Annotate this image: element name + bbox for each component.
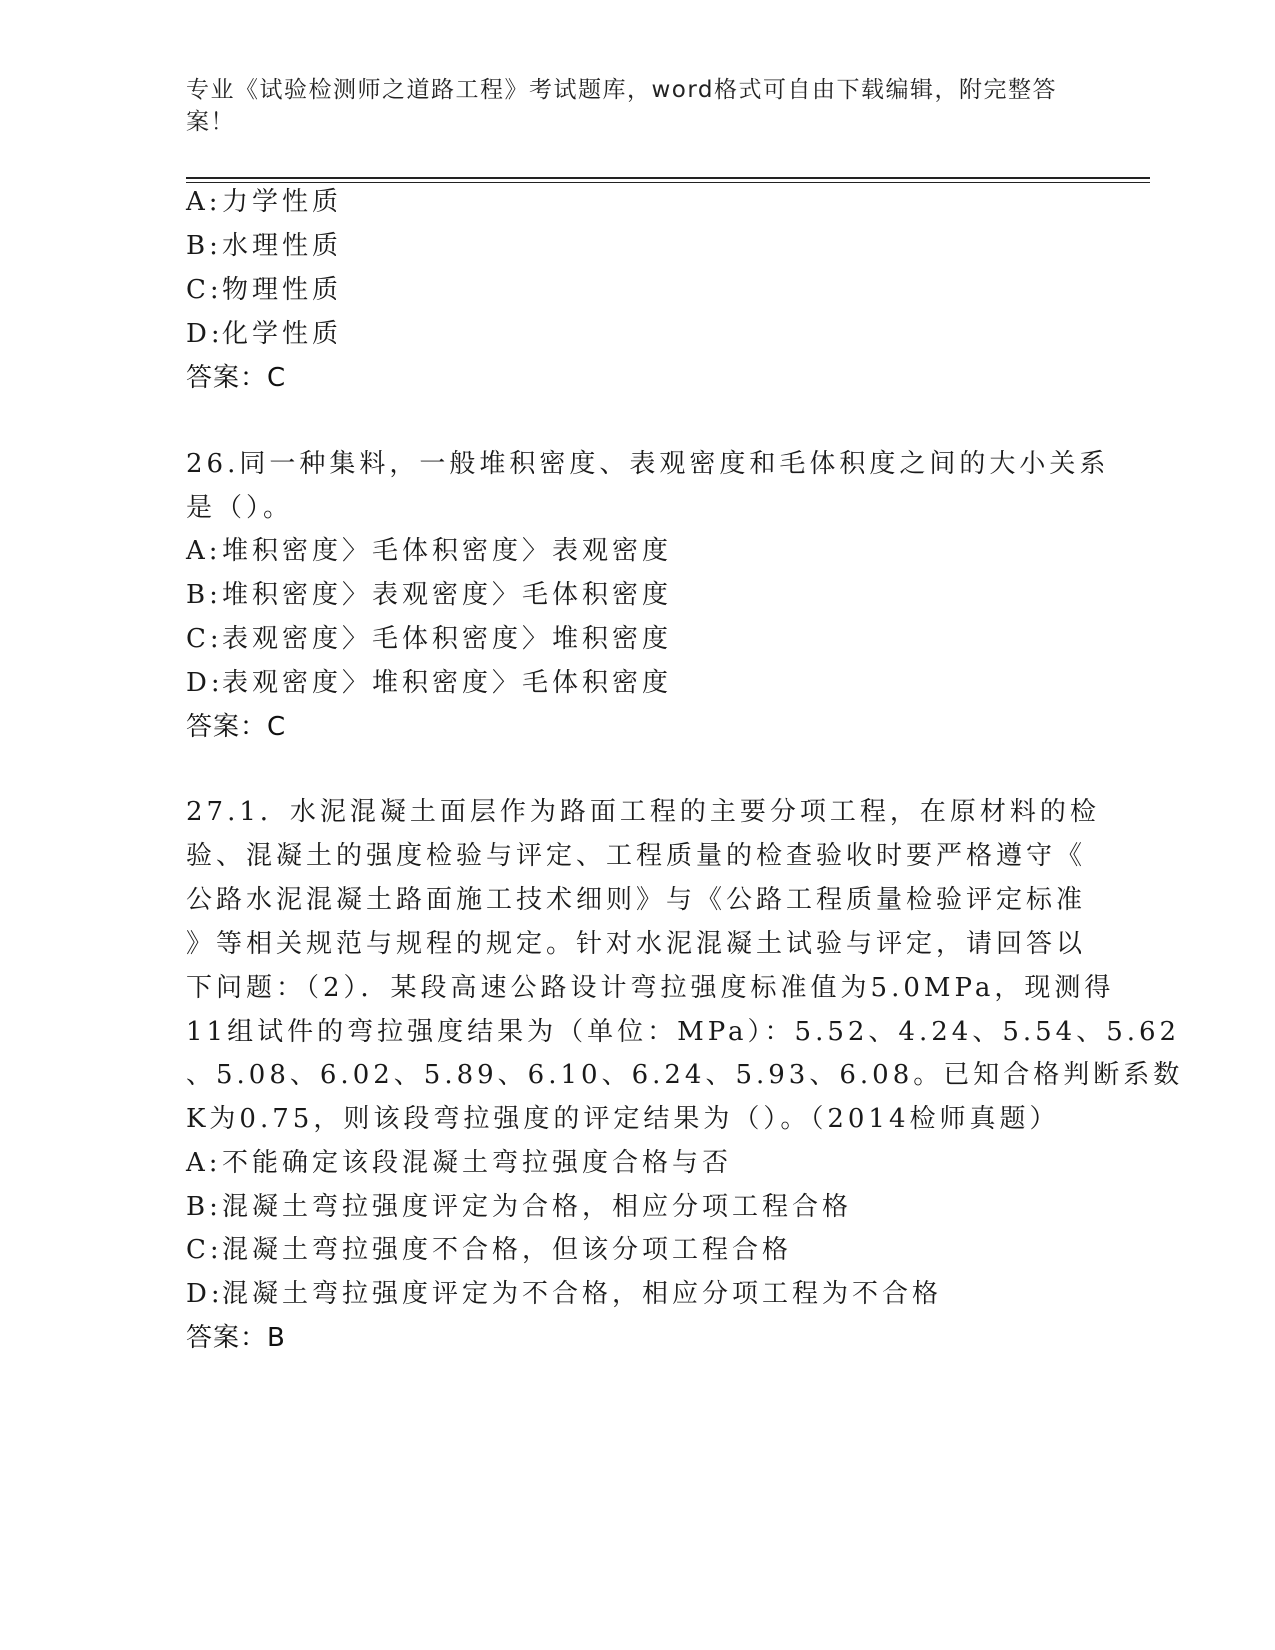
option-text: 化学性质 xyxy=(222,319,343,349)
option-letter: B: xyxy=(186,580,222,610)
option-letter: D: xyxy=(186,1279,224,1309)
document-header: 专业《试验检测师之道路工程》考试题库，word格式可自由下载编辑，附完整答案！ xyxy=(186,77,1058,135)
option-text: 力学性质 xyxy=(222,187,343,217)
q27-stem-line-8: K为0.75，则该段弯拉强度的评定结果为（）。（2014检师真题） xyxy=(186,1104,1060,1134)
option-text: 表观密度〉堆积密度〉毛体积密度 xyxy=(222,668,673,698)
option-text: 不能确定该段混凝土弯拉强度合格与否 xyxy=(222,1148,733,1178)
q26-option-c xyxy=(186,621,672,657)
header-divider-thick xyxy=(186,177,1150,179)
option-text: 表观密度〉毛体积密度〉堆积密度 xyxy=(222,624,673,654)
option-letter: C: xyxy=(186,624,223,654)
option-letter: D: xyxy=(186,668,224,698)
option-letter: A: xyxy=(186,1148,222,1178)
q27-stem-line-3: 公路水泥混凝土路面施工技术细则》与《公路工程质量检验评定标准 xyxy=(186,885,1087,915)
q27-option-a xyxy=(186,1145,732,1181)
q25-answer: 答案：C xyxy=(186,363,287,393)
q27-stem-line-7: 、5.08、6.02、5.89、6.10、6.24、5.93、6.08。已知合格判断系数 xyxy=(186,1060,1184,1090)
option-text: 堆积密度〉表观密度〉毛体积密度 xyxy=(222,580,673,610)
option-text: 混凝土弯拉强度不合格，但该分项工程合格 xyxy=(222,1235,793,1265)
option-text: 堆积密度〉毛体积密度〉表观密度 xyxy=(222,536,673,566)
option-text: 混凝土弯拉强度评定为不合格，相应分项工程为不合格 xyxy=(222,1279,943,1309)
q25-option-c xyxy=(186,272,342,308)
q27-option-c xyxy=(186,1232,792,1268)
q27-stem-line-6: 11组试件的弯拉强度结果为（单位：MPa）：5.52、4.24、5.54、5.62 xyxy=(186,1017,1181,1047)
option-letter: C: xyxy=(186,275,223,305)
q27-option-b xyxy=(186,1189,852,1225)
option-letter: B: xyxy=(186,231,222,261)
q26-stem-line-2: 是（）。 xyxy=(186,493,294,523)
option-letter: A: xyxy=(186,536,222,566)
q25-option-a xyxy=(186,184,342,220)
q26-option-b xyxy=(186,577,672,613)
option-letter: B: xyxy=(186,1192,222,1222)
option-letter: A: xyxy=(186,187,222,217)
option-letter: C: xyxy=(186,1235,223,1265)
option-text: 水理性质 xyxy=(222,231,343,261)
q27-answer: 答案：B xyxy=(186,1323,286,1353)
q27-stem-line-4: 》等相关规范与规程的规定。针对水泥混凝土试验与评定，请回答以 xyxy=(186,929,1087,959)
q27-stem-line-1: 27.1．水泥混凝土面层作为路面工程的主要分项工程，在原材料的检 xyxy=(186,797,1100,827)
q26-answer: 答案：C xyxy=(186,712,287,742)
q27-option-d xyxy=(186,1276,942,1312)
header-divider-thin xyxy=(186,182,1150,183)
q25-option-d xyxy=(186,316,342,352)
q25-option-b xyxy=(186,228,342,264)
option-text: 混凝土弯拉强度评定为合格，相应分项工程合格 xyxy=(222,1192,853,1222)
option-text: 物理性质 xyxy=(222,275,343,305)
q26-option-a xyxy=(186,533,672,569)
q27-stem-line-5: 下问题：（2）．某段高速公路设计弯拉强度标准值为5.0MPa，现测得 xyxy=(186,973,1115,1003)
q26-option-d xyxy=(186,665,672,701)
q27-stem-line-2: 验、混凝土的强度检验与评定、工程质量的检查验收时要严格遵守《 xyxy=(186,841,1087,871)
option-letter: D: xyxy=(186,319,224,349)
q26-stem-line-1: 26.同一种集料，一般堆积密度、表观密度和毛体积度之间的大小关系 xyxy=(186,449,1110,479)
